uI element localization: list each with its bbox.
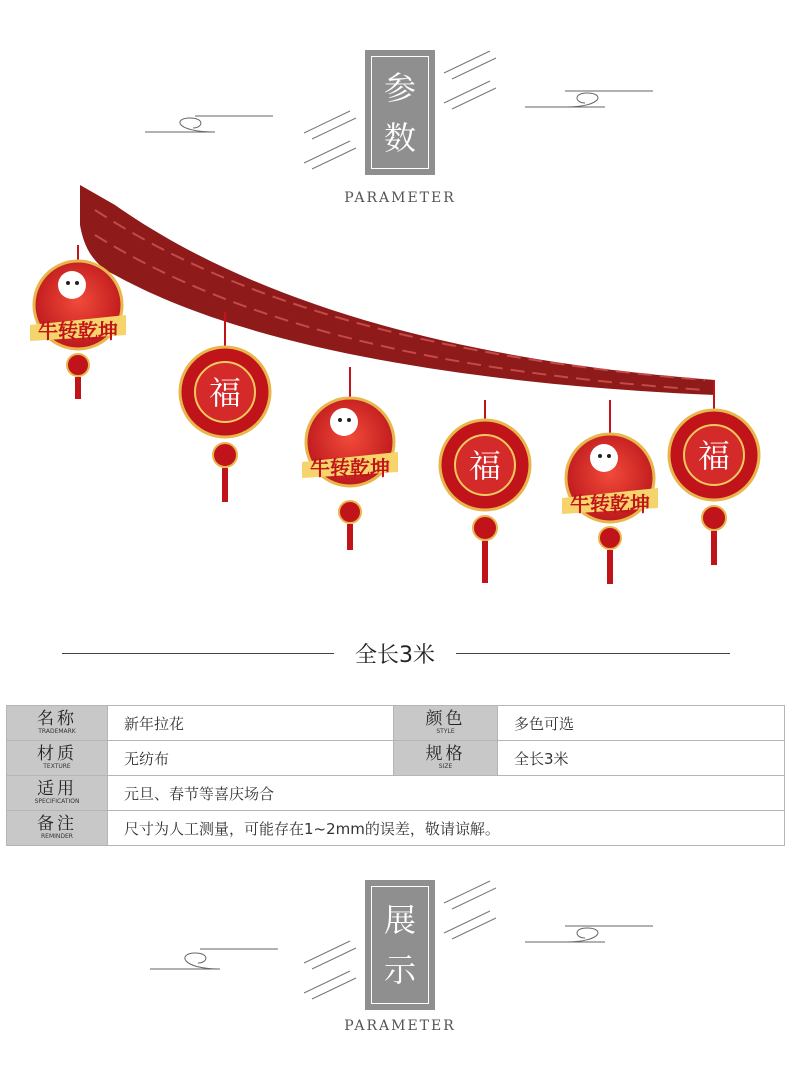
slash-lines-left-icon bbox=[300, 935, 360, 1000]
pendant-text: 牛转乾坤 bbox=[570, 492, 650, 516]
param-value: 元旦、春节等喜庆场合 bbox=[108, 776, 785, 811]
param-label-en: TRADEMARK bbox=[38, 728, 76, 735]
divider-line-left bbox=[62, 653, 334, 654]
table-row bbox=[7, 741, 785, 776]
section-title-char: 参 bbox=[383, 68, 416, 107]
fu-medallion-pendant bbox=[440, 400, 530, 583]
cloud-line-left-icon bbox=[145, 110, 275, 140]
param-label bbox=[7, 741, 108, 776]
table-row bbox=[7, 811, 785, 846]
param-label-cn: 材质 bbox=[37, 744, 77, 764]
section-title-char: 示 bbox=[383, 951, 416, 989]
fu-char: 福 bbox=[697, 437, 731, 475]
param-label bbox=[7, 776, 108, 811]
table-row bbox=[7, 706, 785, 741]
length-caption: 全长3米 bbox=[355, 643, 435, 668]
parameter-table bbox=[6, 705, 785, 846]
table-row bbox=[7, 776, 785, 811]
section-title-box bbox=[365, 50, 435, 175]
slash-lines-right-icon bbox=[440, 45, 500, 110]
fu-medallion-pendant bbox=[669, 410, 759, 565]
param-label bbox=[7, 706, 108, 741]
slash-lines-left-icon bbox=[300, 105, 360, 170]
param-label-cn: 名称 bbox=[37, 709, 77, 729]
param-label-cn: 备注 bbox=[37, 814, 77, 834]
section-title-char: 数 bbox=[383, 118, 416, 157]
param-label-en: SIZE bbox=[438, 763, 453, 770]
pendant-text: 牛转乾坤 bbox=[38, 319, 118, 343]
param-value: 尺寸为人工测量，可能存在1~2mm的误差，敬请谅解。 bbox=[108, 811, 785, 846]
fu-char: 福 bbox=[468, 447, 502, 485]
param-label bbox=[394, 706, 498, 741]
param-label-en: STYLE bbox=[436, 728, 455, 735]
param-value: 无纺布 bbox=[108, 741, 394, 776]
section-subtitle: PARAMETER bbox=[344, 1018, 456, 1034]
section-title-char: 展 bbox=[383, 901, 416, 939]
cloud-line-left-icon bbox=[150, 945, 280, 975]
cloud-line-right-icon bbox=[525, 85, 655, 115]
param-label-en: SPECIFICATION bbox=[34, 798, 80, 805]
divider-line-right bbox=[456, 653, 730, 654]
param-value: 新年拉花 bbox=[108, 706, 394, 741]
param-label-cn: 规格 bbox=[425, 744, 466, 764]
fu-char: 福 bbox=[208, 374, 242, 412]
section-subtitle: PARAMETER bbox=[344, 190, 456, 206]
param-label bbox=[394, 741, 498, 776]
slash-lines-right-icon bbox=[440, 875, 500, 940]
param-label-en: TEXTURE bbox=[43, 763, 71, 770]
ox-pendant bbox=[562, 400, 658, 584]
param-label-cn: 适用 bbox=[37, 779, 77, 799]
param-label-en: REMINDER bbox=[41, 833, 73, 840]
param-value: 多色可选 bbox=[498, 706, 785, 741]
section-title-box bbox=[365, 880, 435, 1010]
param-label-cn: 颜色 bbox=[425, 709, 466, 729]
fu-medallion-pendant bbox=[180, 312, 270, 502]
ox-pendant bbox=[302, 367, 398, 550]
pendant-text: 牛转乾坤 bbox=[310, 456, 390, 480]
param-value: 全长3米 bbox=[498, 741, 785, 776]
param-label bbox=[7, 811, 108, 846]
product-image bbox=[0, 180, 790, 600]
garland-banner bbox=[80, 185, 715, 410]
cloud-line-right-icon bbox=[525, 920, 655, 950]
